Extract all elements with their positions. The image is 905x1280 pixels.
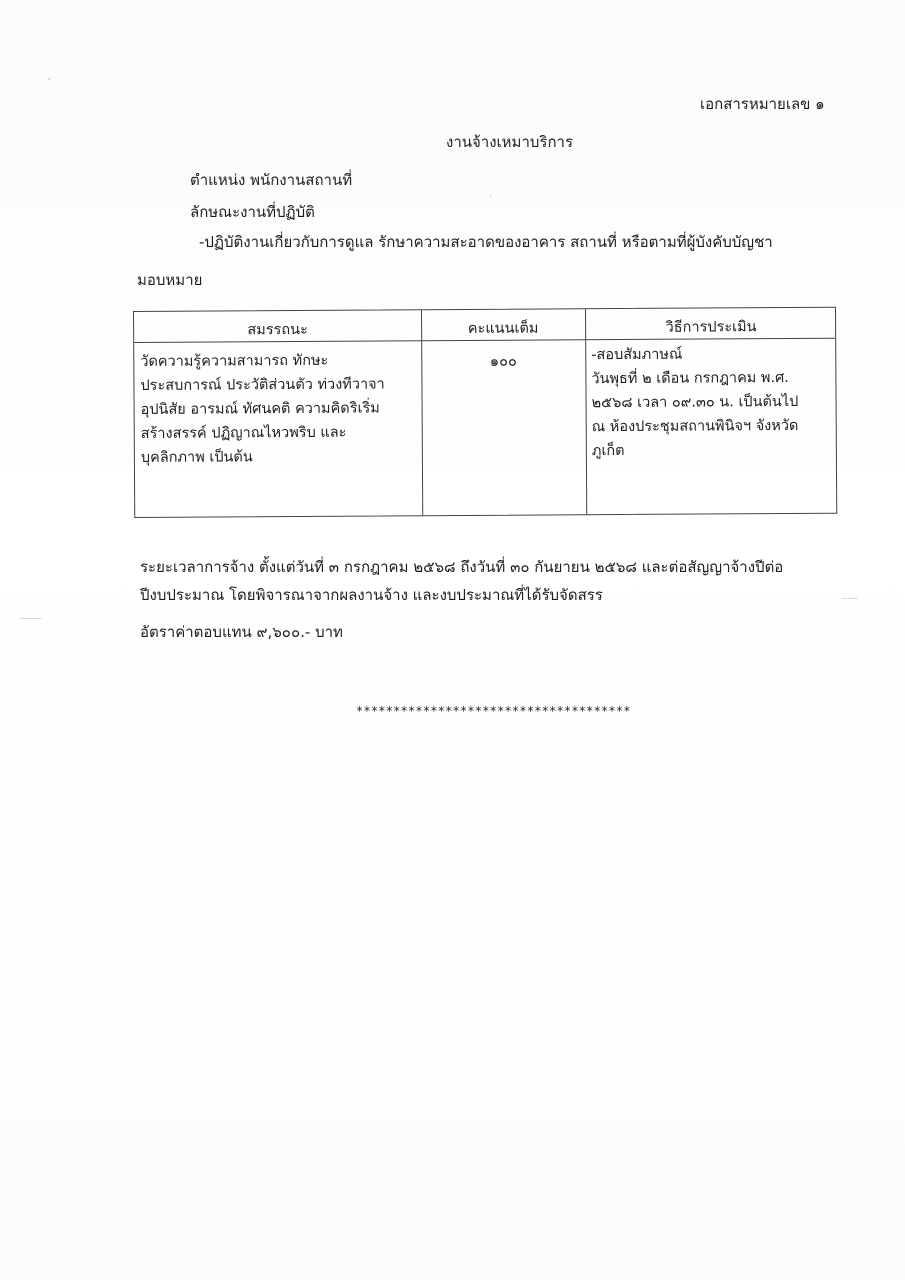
header-method: วิธีการประเมิน: [665, 319, 757, 336]
header-full-score: คะแนนเต็ม: [467, 320, 539, 337]
position-line: ตำแหน่ง พนักงานสถานที่: [190, 171, 353, 189]
star-divider: *************************************: [356, 704, 631, 718]
full-score-value: ๑๐๐: [489, 353, 517, 370]
salary-line: อัตราค่าตอบแทน ๙,๖๐๐.- บาท: [140, 623, 343, 641]
method-cell: [591, 342, 798, 463]
evaluation-table: [133, 307, 837, 518]
duty-heading: ลักษณะงานที่ปฏิบัติ: [190, 203, 315, 221]
duty-description-line-2: มอบหมาย: [137, 271, 203, 289]
document-number: เอกสารหมายเลข ๑: [700, 95, 825, 113]
competency-line: ประสบการณ์ ประวัติส่วนตัว ท่วงทีวาจา: [140, 376, 385, 394]
method-line: ณ ห้องประชุมสถานพินิจฯ จังหวัด: [591, 417, 799, 436]
employment-period-line-2: ปีงบประมาณ โดยพิจารณาจากผลงานจ้าง และงบประมาณที่ได้รับจัดสรร: [140, 586, 603, 604]
scan-speck: [48, 78, 50, 80]
header-competency: สมรรถนะ: [247, 321, 308, 339]
competency-line: อุปนิสัย อารมณ์ ทัศนคติ ความคิดริเริ่ม: [140, 400, 380, 418]
method-line: วันพุธที่ ๒ เดือน กรกฎาคม พ.ศ.: [591, 369, 789, 388]
scan-speck: [20, 618, 42, 619]
method-line: ภูเก็ต: [591, 442, 625, 460]
scan-speck: [490, 195, 491, 198]
method-line: ๒๕๖๘ เวลา ๐๙.๓๐ น. เป็นต้นไป: [591, 393, 799, 412]
scan-speck: [842, 598, 858, 599]
employment-period-line-1: ระยะเวลาการจ้าง ตั้งแต่วันที่ ๓ กรกฎาคม ๒๕๖๘ ถึงวันที่ ๓๐ กันยายน ๒๕๖๘ และต่อสัญญาจ้างปีต่อ: [140, 558, 784, 576]
method-line: -สอบสัมภาษณ์: [591, 346, 683, 364]
competency-line: บุคลิกภาพ เป็นต้น: [140, 449, 253, 466]
competency-line: วัดความรู้ความสามารถ ทักษะ: [140, 352, 329, 370]
document-title: งานจ้างเหมาบริการ: [446, 133, 574, 151]
duty-description-line-1: -ปฏิบัติงานเกี่ยวกับการดูแล รักษาความสะอาดของอาคาร สถานที่ หรือตามที่ผู้บังคับบัญชา: [199, 233, 773, 251]
competency-line: สร้างสรรค์ ปฏิญาณไหวพริบ และ: [140, 424, 347, 442]
competency-cell: [140, 348, 385, 469]
